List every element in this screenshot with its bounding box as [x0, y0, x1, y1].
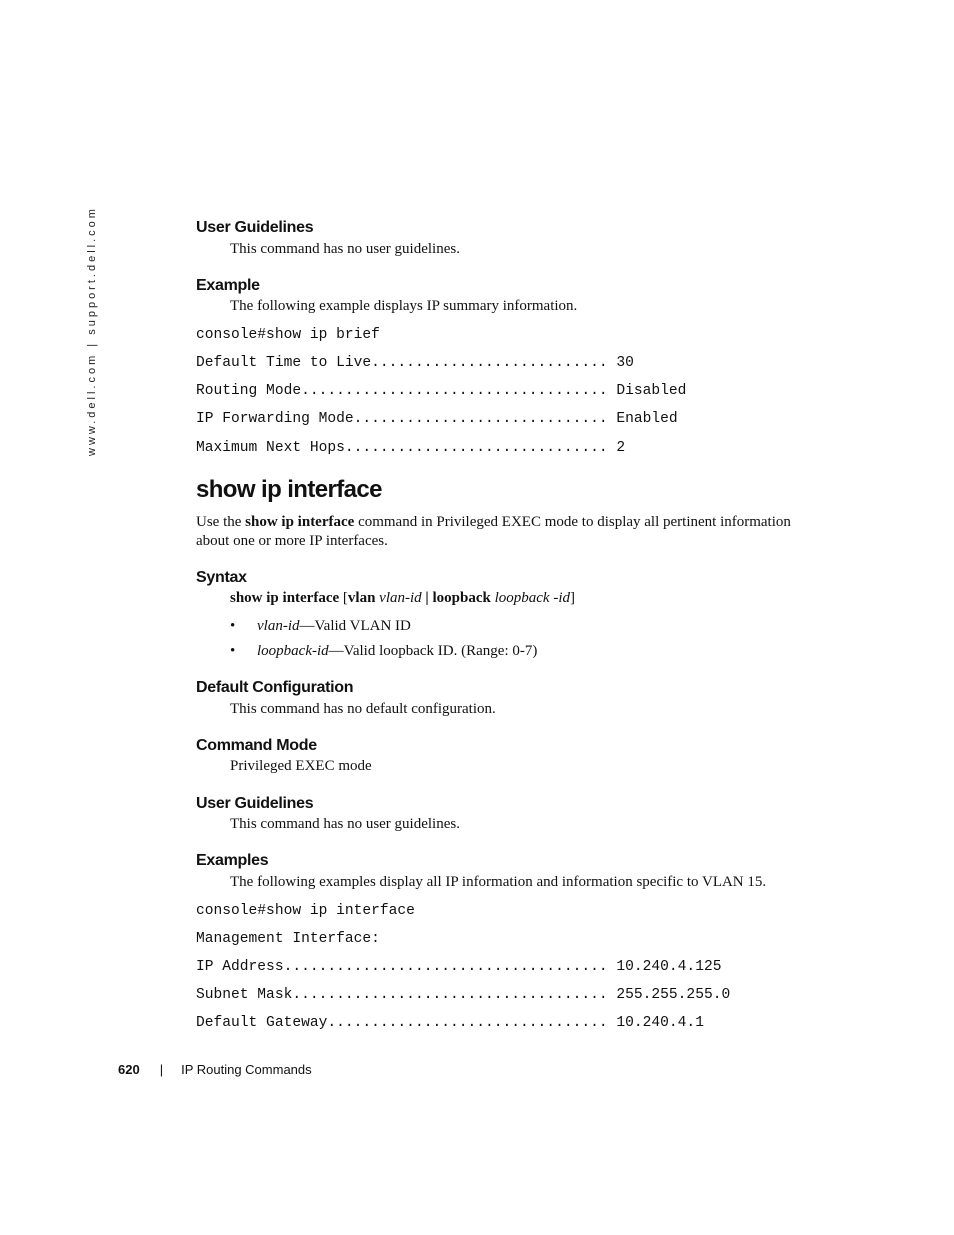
code-line: Subnet Mask.................................... 255.255.255.0 [196, 987, 731, 1003]
user-guidelines-heading: User Guidelines [196, 219, 314, 236]
command-mode-text: Privileged EXEC mode [230, 758, 372, 774]
param-item: • vlan-id—Valid VLAN ID [230, 618, 411, 634]
code-line: console#show ip brief [196, 327, 380, 343]
code-line: Management Interface: [196, 931, 380, 947]
page-footer [118, 1062, 312, 1077]
example-heading: Example [196, 277, 260, 294]
syntax-line: show ip interface [vlan vlan-id | loopback loopback -id] [230, 590, 575, 606]
code-line: Routing Mode................................... Disabled [196, 383, 687, 399]
user-guidelines-text-2: This command has no user guidelines. [230, 816, 460, 832]
default-config-heading: Default Configuration [196, 679, 354, 696]
param-item: • loopback-id—Valid loopback ID. (Range: 0-7) [230, 643, 538, 659]
examples-text: The following examples display all IP information and information specific to VLAN 15. [230, 874, 767, 890]
sidebar-url: www.dell.com | support.dell.com [86, 206, 98, 456]
code-line: IP Address..................................... 10.240.4.125 [196, 959, 722, 975]
section-intro: Use the show ip interface command in Privileged EXEC mode to display all pertinent information about one or more IP interfaces. [196, 514, 791, 549]
code-line: Maximum Next Hops.............................. 2 [196, 440, 626, 456]
page-number: 620 [118, 1062, 140, 1077]
section-title: show ip interface [196, 476, 382, 503]
syntax-heading: Syntax [196, 569, 247, 586]
user-guidelines-text: This command has no user guidelines. [230, 241, 460, 257]
code-line: Default Gateway................................ 10.240.4.1 [196, 1015, 704, 1031]
user-guidelines-heading-2: User Guidelines [196, 795, 314, 812]
code-line: Default Time to Live........................... 30 [196, 355, 634, 371]
bullet-icon: • [230, 618, 236, 634]
intro-command: show ip interface [245, 514, 355, 530]
code-line: IP Forwarding Mode............................. Enabled [196, 411, 678, 427]
command-mode-heading: Command Mode [196, 737, 317, 754]
chapter-title: IP Routing Commands [181, 1062, 312, 1077]
default-config-text: This command has no default configuration. [230, 701, 496, 717]
bullet-icon: • [230, 643, 236, 659]
example-text: The following example displays IP summary information. [230, 298, 578, 314]
code-line: console#show ip interface [196, 903, 415, 919]
examples-heading: Examples [196, 852, 269, 869]
footer-separator: | [159, 1062, 164, 1077]
